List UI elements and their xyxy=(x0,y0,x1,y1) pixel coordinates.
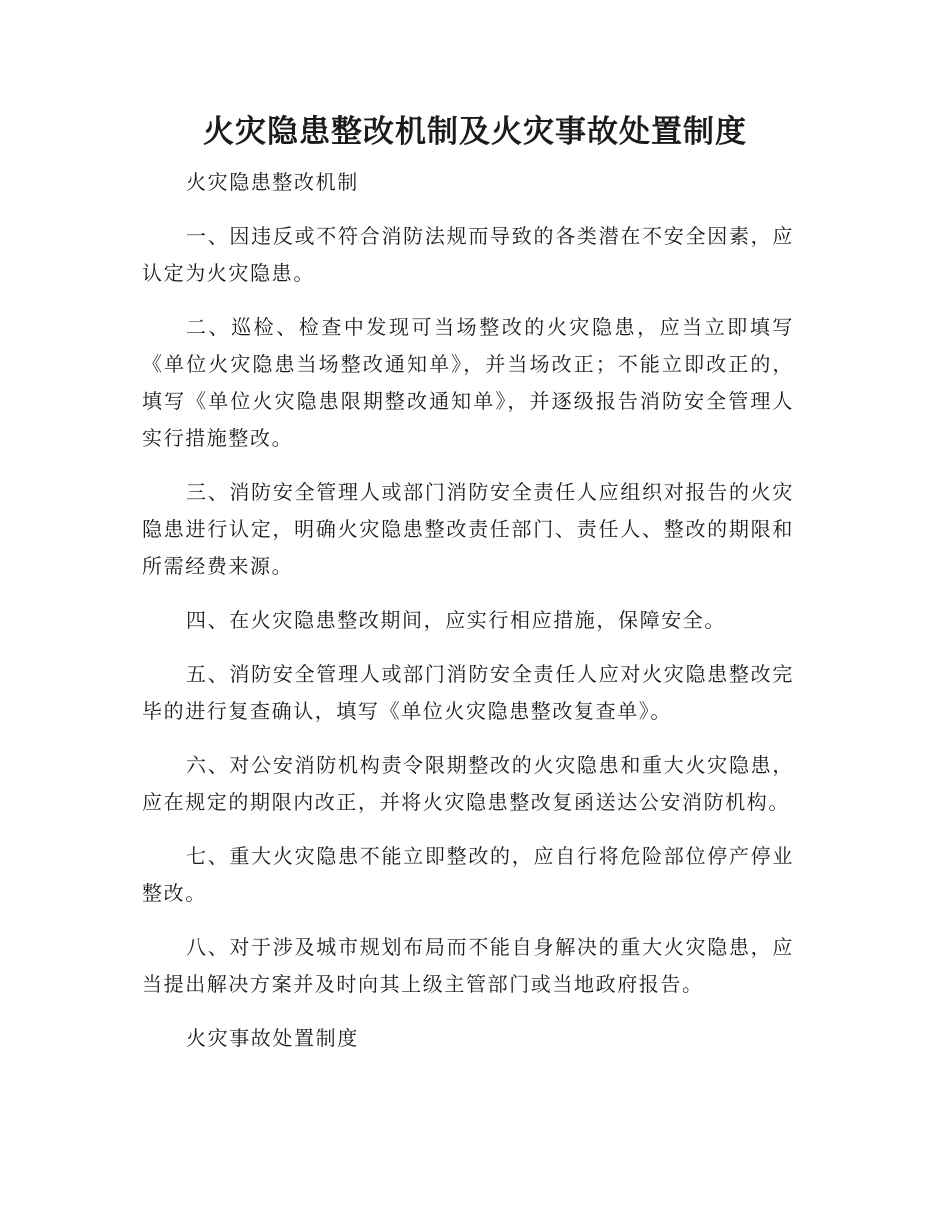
paragraph-item-4: 四、在火灾隐患整改期间，应实行相应措施，保障安全。 xyxy=(186,608,726,632)
paragraph-item-8: 八、对于涉及城市规划布局而不能自身解决的重大火灾隐患，应当提出解决方案并及时向其上级主管部门或当地政府报告。 xyxy=(142,935,794,996)
document-title: 火灾隐患整改机制及火灾事故处置制度 xyxy=(203,114,747,150)
paragraph-item-5: 五、消防安全管理人或部门消防安全责任人应对火灾隐患整改完毕的进行复查确认，填写《单位火灾隐患整改复查单》。 xyxy=(142,662,794,723)
section-heading-rectification: 火灾隐患整改机制 xyxy=(186,170,359,194)
paragraph-item-1: 一、因违反或不符合消防法规而导致的各类潜在不安全因素，应认定为火灾隐患。 xyxy=(142,224,794,285)
paragraph-item-6: 六、对公安消防机构责令限期整改的火灾隐患和重大火灾隐患，应在规定的期限内改正，并将火灾隐患整改复函送达公安消防机构。 xyxy=(142,753,794,814)
document-body xyxy=(142,164,794,1074)
section-heading-incident: 火灾事故处置制度 xyxy=(186,1026,359,1050)
paragraph-item-3: 三、消防安全管理人或部门消防安全责任人应组织对报告的火灾隐患进行认定，明确火灾隐患整改责任部门、责任人、整改的期限和所需经费来源。 xyxy=(142,480,794,578)
paragraph-item-2: 二、巡检、检查中发现可当场整改的火灾隐患，应当立即填写《单位火灾隐患当场整改通知单》，并当场改正；不能立即改正的，填写《单位火灾隐患限期整改通知单》，并逐级报告消防安全管理人实行措施整改。 xyxy=(142,315,794,450)
paragraph-item-7: 七、重大火灾隐患不能立即整改的，应自行将危险部位停产停业整改。 xyxy=(142,844,794,905)
